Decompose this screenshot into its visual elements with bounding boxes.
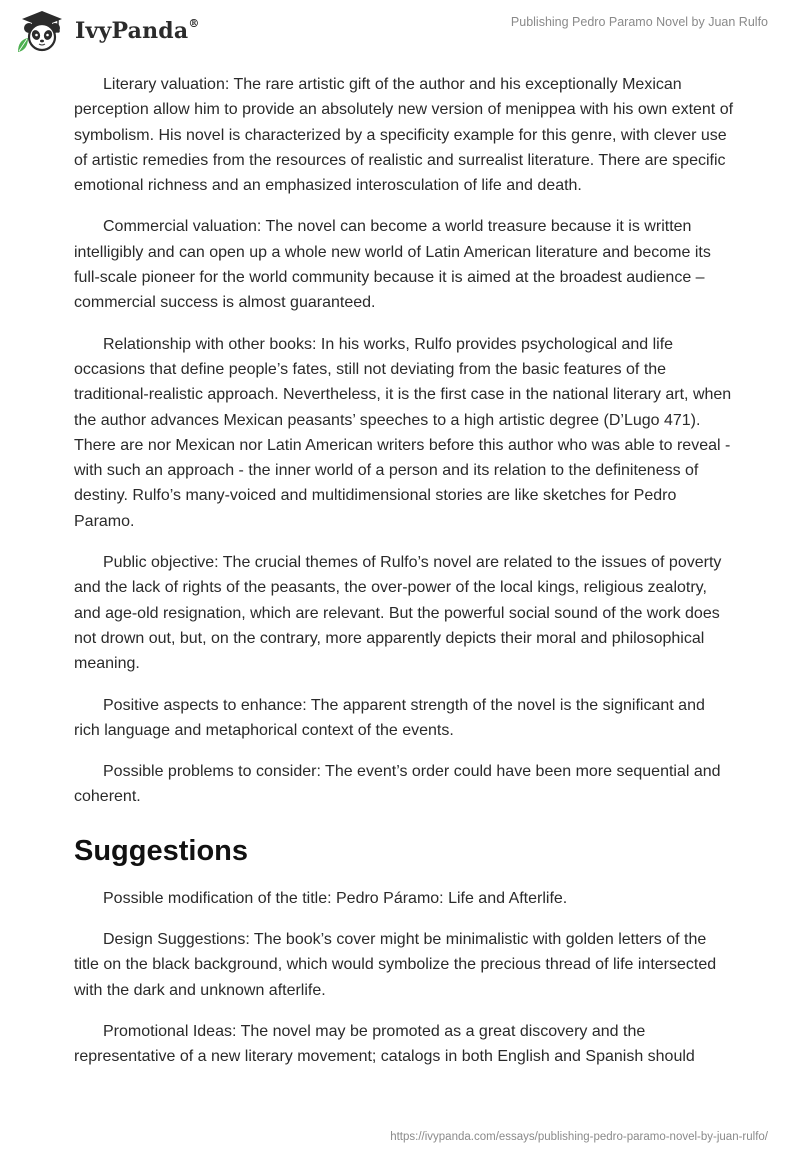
paragraph-promotional-ideas: Promotional Ideas: The novel may be promoted as a great discovery and the representative of a new literary movement; catalogs in both English and Spanish should (74, 1022, 695, 1066)
panda-logo-icon (14, 8, 70, 54)
paragraph-literary-valuation: Literary valuation: The rare artistic gift of the author and his exceptionally Mexican perception allow him to provide an absolutely new version of menippea with his own extent of symbolism. His novel is characterized by a specificity example for this genre, with clever use of artistic remedies from the resources of realistic and surrealist literature. There are specific emotional richness and an emphasized interosculation of life and death. (74, 76, 734, 195)
document-title: Publishing Pedro Paramo Novel by Juan Rulfo (510, 15, 768, 29)
paragraph-relationship-other-books: Relationship with other books: In his works, Rulfo provides psychological and life occasions that define people’s fates, still not deviating from the basic features of the traditional-realistic approach. Nevertheless, it is the first case in the national literary art, when the author advances Mexican peasants’ speeches to a high artistic degree (D’Lugo 471). There are nor Mexican nor Latin American writers before this author who was able to reveal - with such an approach - the inner world of a person and its relation to the definiteness of destiny. Rulfo’s many-voiced and multidimensional stories are like sketches for Pedro Paramo. (74, 335, 732, 530)
page-header (0, 0, 800, 70)
paragraph-possible-problems: Possible problems to consider: The event’s order could have been more sequential and coherent. (74, 763, 721, 806)
section-heading-suggestions: Suggestions (74, 834, 249, 867)
registered-mark: ® (188, 16, 200, 30)
logo[interactable] (14, 8, 200, 54)
paragraph-design-suggestions: Design Suggestions: The book’s cover might be minimalistic with golden letters of the title on the black background, which would symbolize the precious thread of life intersected with the dark and unknown afterlife. (74, 931, 717, 999)
source-url[interactable]: https://ivypanda.com/essays/publishing-pedro-paramo-novel-by-juan-rulfo/ (390, 1131, 768, 1143)
paragraph-positive-aspects: Positive aspects to enhance: The apparent strength of the novel is the significant and rich language and metaphorical context of the events. (74, 696, 705, 739)
brand-name: IvyPanda® (75, 16, 200, 44)
essay-body (74, 72, 734, 1086)
paragraph-title-modification: Possible modification of the title: Pedro Páramo: Life and Afterlife. (103, 889, 568, 907)
paragraph-commercial-valuation: Commercial valuation: The novel can become a world treasure because it is written intelligibly and can open up a whole new world of Latin American literature and become its full-scale pioneer for the world community because it is aimed at the broadest audience – commercial success is almost guaranteed. (74, 218, 711, 312)
paragraph-public-objective: Public objective: The crucial themes of Rulfo’s novel are related to the issues of poverty and the lack of rights of the peasants, the over-power of the local kings, religious zealotry, and age-old resignation, which are relevant. But the powerful social sound of the work does not drown out, but, on the contrary, more apparently depicts their moral and philosophical meaning. (74, 554, 722, 673)
